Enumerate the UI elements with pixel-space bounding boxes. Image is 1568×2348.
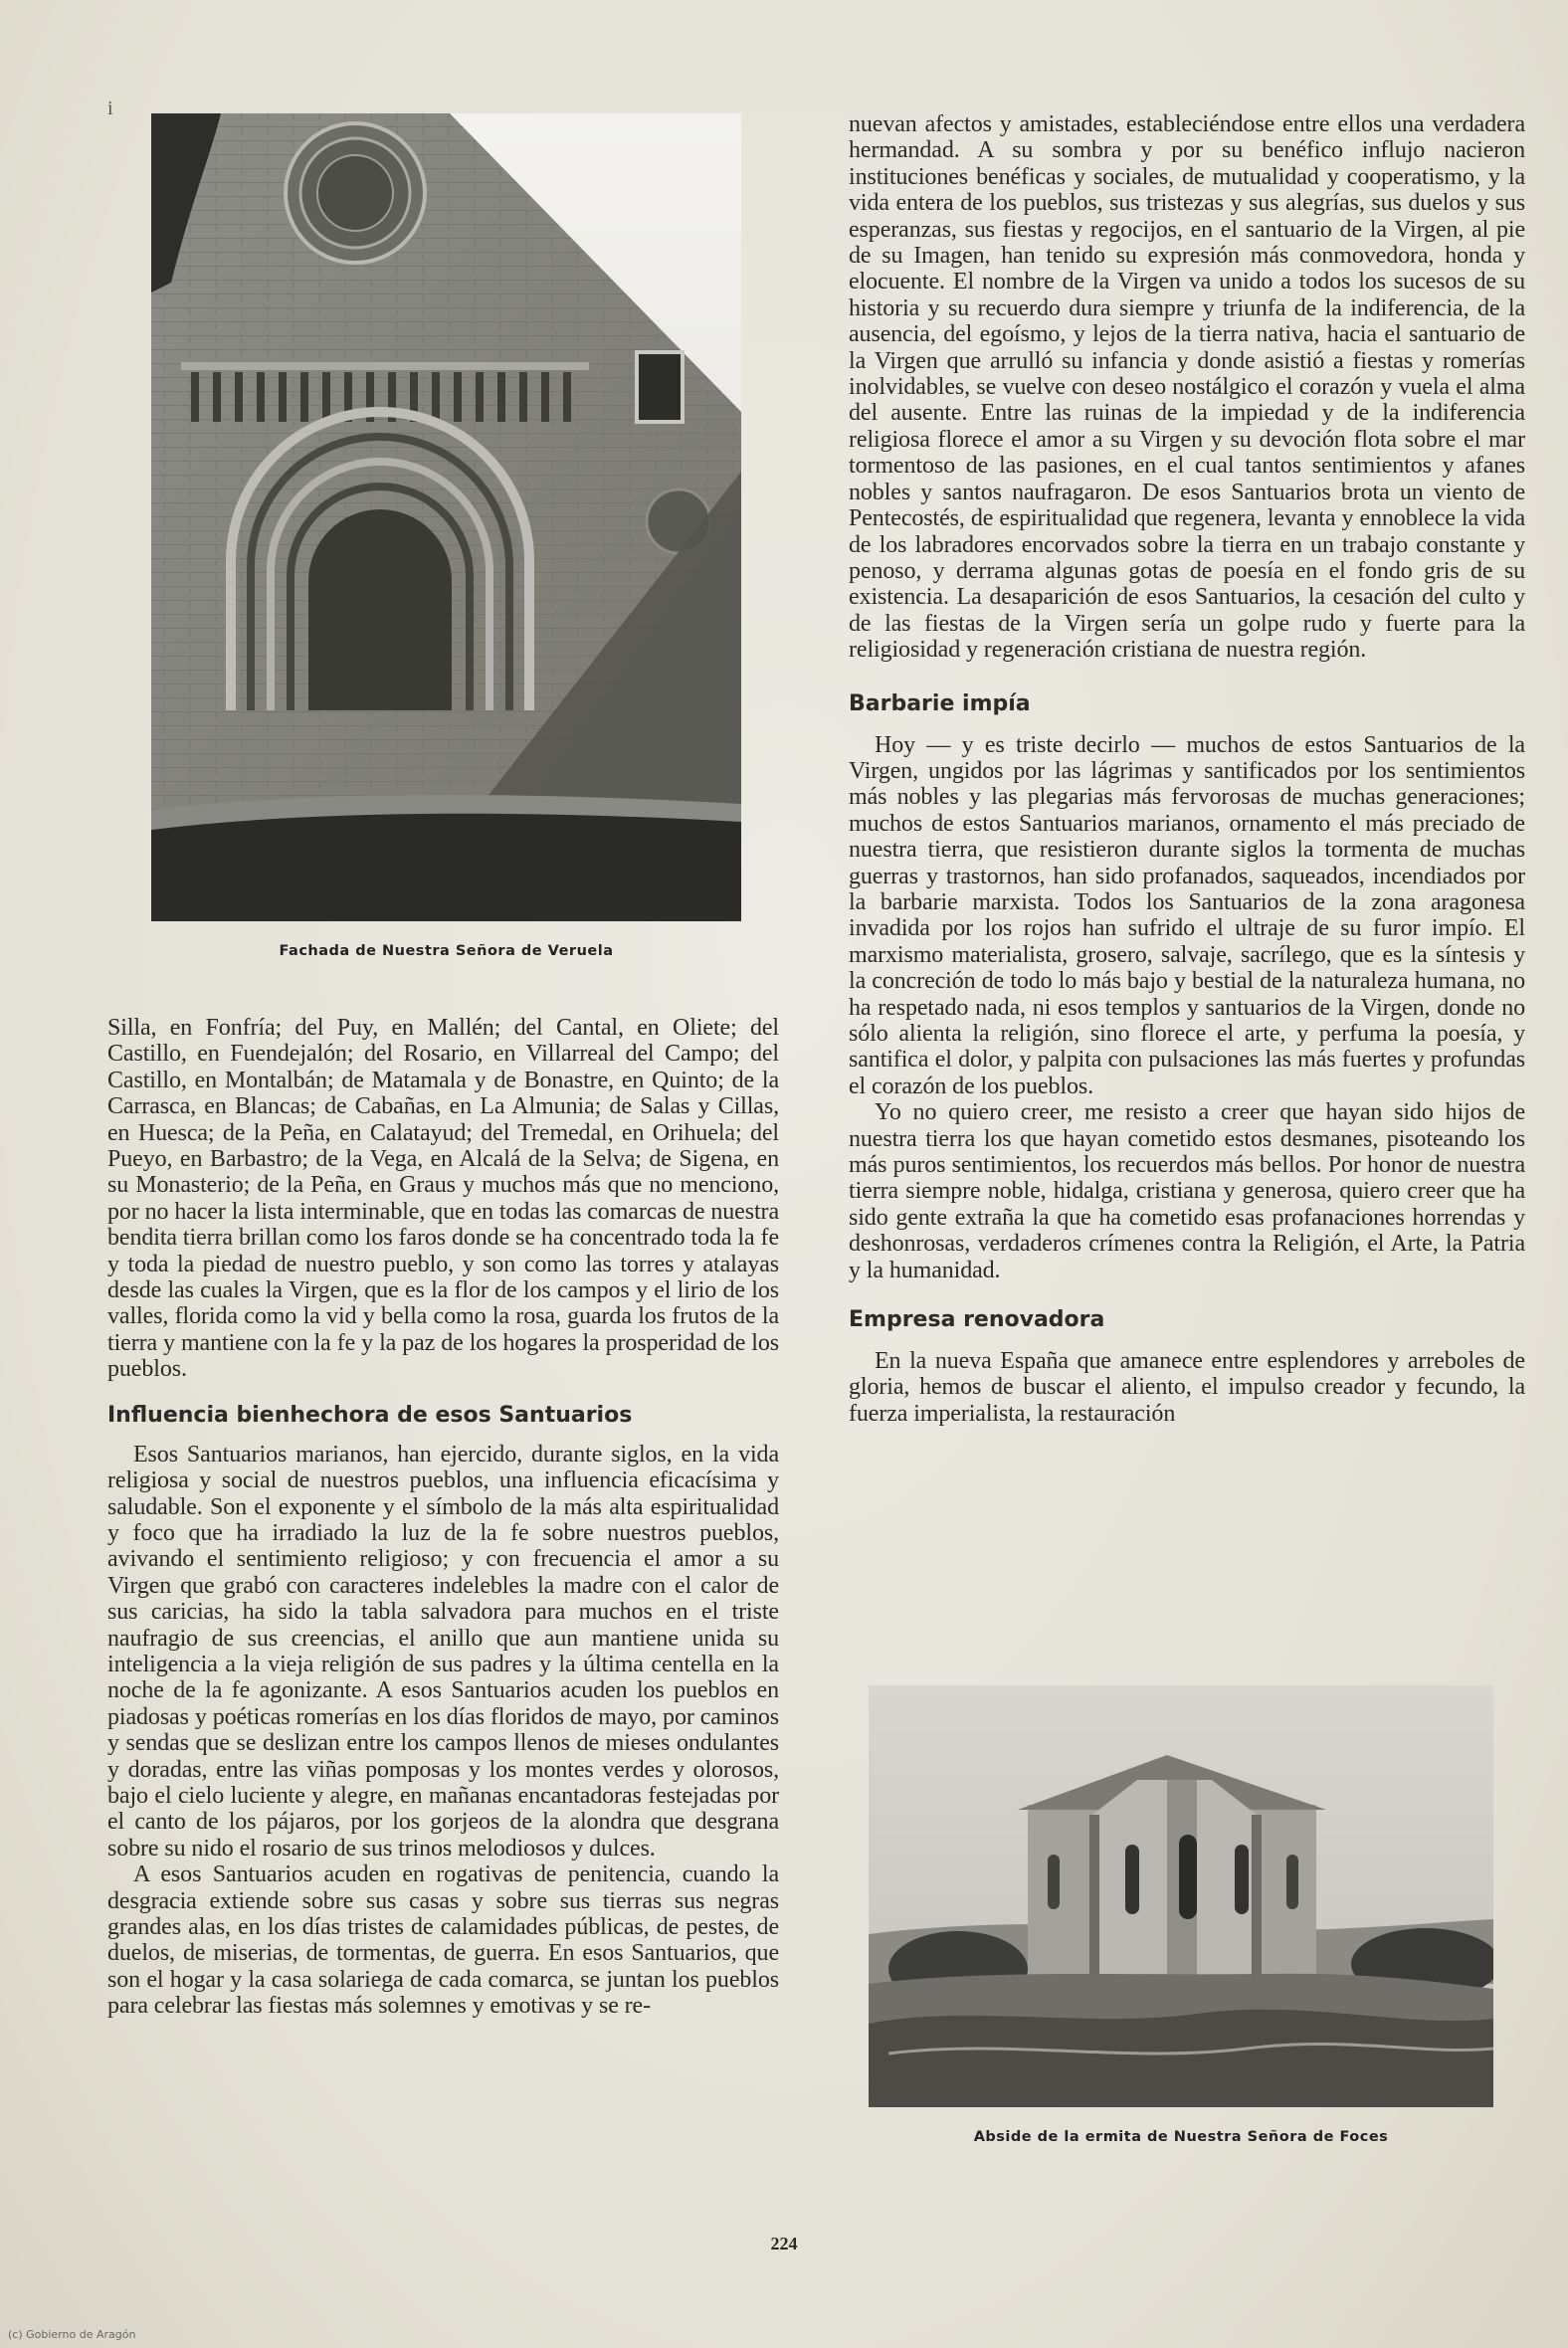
heading-influencia: Influencia bienhechora de esos Santuarios — [107, 1402, 633, 1428]
right-paragraph-2: Hoy — y es triste decirlo — muchos de estos Santuarios de la Virgen, ungidos por las lágrimas y santificados por los sentimientos más nobles y las plegarias más fervorosas de muchas generaciones; muchos de estos Santuarios marianos, ornamento el más preciado de nuestra tierra, que resistieron durante siglos la tormenta de muchas guerras y trastornos, han sido profanados, saqueados, incendiados por la barbarie marxista. Todos los Santuarios de la zona aragonesa invadida por los rojos han sufrido el ultraje de su furor impío. El marxismo materialista, grosero, salvaje, sacrílego, que es la síntesis y la concreción de todo lo más bajo y bestial de la naturaleza humana, no ha respetado nada, ni esos templos y santuarios de la Virgen, donde no sólo alienta la religión, sino florece el arte, y perfuma la poesía, y santifica el dolor, y palpita con pulsaciones las más fuertes y profundas el corazón de los pueblos. — [849, 731, 1525, 1099]
heading-empresa: Empresa renovadora — [849, 1307, 1105, 1333]
left-paragraph-2: Esos Santuarios marianos, han ejercido, durante siglos, en la vida religiosa y social de nuestros pueblos, una influencia eficacísima y saludable. Son el exponente y el símbolo de la más alta espiritualidad y foco que ha irradiado la luz de la fe sobre nuestros pueblos, avivando el sentimiento religioso; y con frecuencia el amor a su Virgen que grabó con caracteres indelebles la madre con el calor de sus caricias, ha sido la tabla salvadora para muchos en el triste naufragio de sus creencias, el anillo que aun mantiene unida su inteligencia a la vieja religión de sus padres y la última centella en la noche de la fe agonizante. A esos Santuarios acuden los pueblos en piadosas y poéticas romerías en los días floridos de mayo, por caminos y sendas que se deslizan entre los campos llenos de mieses ondulantes y doradas, entre las viñas pomposas y los montes verdes y olorosos, bajo el cielo luciente y alegre, en mañanas encantadoras festejadas por el canto de los pájaros, por los gorjeos de la alondra que desgrana sobre su nido el rosario de sus trinos melodiosos y dulces. — [107, 1441, 779, 1861]
margin-mark: i — [107, 98, 113, 119]
photo-veruela-facade — [151, 113, 741, 921]
veruela-facade-illustration — [151, 113, 741, 921]
right-column — [849, 111, 1525, 1427]
right-paragraph-1: nuevan afectos y amistades, estableciéndose entre ellos una verdadera hermandad. A su sombra y por su benéfico influjo nacieron instituciones benéficas y sociales, de mutualidad y cooperatismo, y la vida entera de los pueblos, sus tristezas y sus alegrías, sus duelos y sus esperanzas, sus fiestas y regocijos, en el santuario de la Virgen, al pie de su Imagen, han tenido su expresión más conmovedora, honda y elocuente. El nombre de la Virgen va unido a todos los sucesos de su historia y su recuerdo dura siempre y triunfa de la indiferencia, de la ausencia, del egoísmo, y lejos de la tierra nativa, hacia el santuario de la Virgen que arrulló su infancia y donde asistió a fiestas y romerías inolvidables, se vuelve con deseo nostálgico el corazón y vuela el alma del ausente. Entre las ruinas de la impiedad y de la indiferencia religiosa florece el amor a su Virgen y su devoción flota sobre el mar tormentoso de las pasiones, en el cual tantos sentimientos y afanes nobles y santos naufragaron. De esos Santuarios brota un viento de Pentecostés, de espiritualidad que regenera, levanta y ennoblece la vida de los labradores encorvados sobre la tierra en un trabajo constante y penoso, y derrama algunas gotas de poesía en el fondo gris de su existencia. La desaparición de esos Santuarios, la cesación del culto y de las fiestas de la Virgen sería un golpe rudo y fuerte para la religiosidad y regeneración cristiana de nuestra región. — [849, 111, 1525, 664]
caption-veruela: Fachada de Nuestra Señora de Veruela — [279, 943, 614, 959]
left-column — [107, 1015, 779, 2020]
left-paragraph-1: Silla, en Fonfría; del Puy, en Mallén; del Cantal, en Oliete; del Castillo, en Fuendejalón; del Rosario, en Villarreal del Campo; del Castillo, en Montalbán; de Matamala y de Bonastre, en Quinto; de la Carrasca, en Blancas; de Cabañas, en La Almunia; de Salas y Cillas, en Huesca; de la Peña, en Calatayud; del Tremedal, en Orihuela; del Pueyo, en Barbastro; de la Vega, en Alcalá de la Selva; de Sigena, en su Monasterio; de la Peña, en Graus y muchos más que no menciono, por no hacer la lista interminable, que en todas las comarcas de nuestra bendita tierra brillan como los faros donde se ha concentrado toda la fe y toda la piedad de nuestro pueblo, y son como las torres y atalayas desde las cuales la Virgen, que es la flor de los campos y el lirio de los valles, florida como la vid y bella como la rosa, guarda los frutos de la tierra y mantiene con la fe y la paz de los hogares la prosperidad de los pueblos. — [107, 1015, 779, 1383]
foces-apse-illustration — [869, 1685, 1493, 2107]
copyright-notice: (c) Gobierno de Aragón — [8, 2328, 136, 2341]
page-number: 224 — [770, 2234, 798, 2253]
left-paragraph-3: A esos Santuarios acuden en rogativas de penitencia, cuando la desgracia extiende sobre sus casas y sobre sus tierras sus negras grandes alas, en los días tristes de calamidades públicas, de pestes, de duelos, de miserias, de tormentas, de guerra. En esos Santuarios, que son el hogar y la casa solariega de cada comarca, se juntan los pueblos para celebrar las fiestas más solemnes y emotivas y se re- — [107, 1861, 779, 2020]
right-paragraph-4: En la nueva España que amanece entre esplendores y arreboles de gloria, hemos de buscar el aliento, el impulso creador y fecundo, la fuerza imperialista, la restauración — [849, 1348, 1525, 1427]
photo-foces-apse — [869, 1685, 1493, 2107]
caption-foces: Abside de la ermita de Nuestra Señora de Foces — [973, 2129, 1389, 2145]
right-paragraph-3: Yo no quiero creer, me resisto a creer que hayan sido hijos de nuestra tierra los que hayan cometido estos desmanes, pisoteando los más puros sentimientos, los recuerdos más bellos. Por honor de nuestra tierra siempre noble, hidalga, cristiana y generosa, quiero creer que ha sido gente extraña la que ha cometido esas profanaciones horrendas y deshonrosas, verdaderos crímenes contra la Religión, el Arte, la Patria y la humanidad. — [849, 1099, 1525, 1283]
heading-barbarie: Barbarie impía — [849, 690, 1031, 716]
